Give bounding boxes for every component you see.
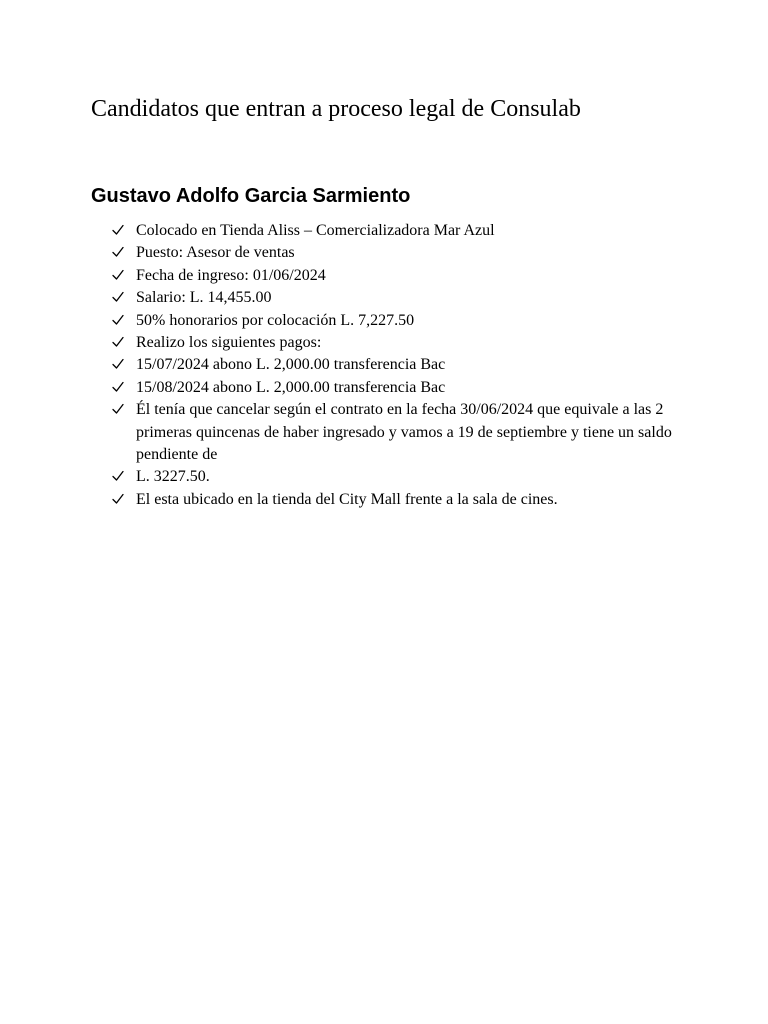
list-item [112, 220, 672, 242]
list-item-text: Puesto: Asesor de ventas [136, 244, 295, 262]
list-item-text: 15/08/2024 abono L. 2,000.00 transferencia Bac [136, 378, 446, 396]
list-item [112, 489, 672, 511]
list-item [112, 354, 672, 376]
checkmark-icon [112, 399, 126, 421]
checkmark-icon [112, 489, 126, 511]
list-item-text: 50% honorarios por colocación L. 7,227.50 [136, 311, 415, 329]
checkmark-icon [112, 466, 126, 488]
list-item-text: Él tenía que cancelar según el contrato en la fecha 30/06/2024 que equivale a las 2 primeras quincenas de haber ingresado y vamos a 19 de septiembre y tiene un saldo pendiente de [136, 401, 672, 464]
list-item [112, 242, 672, 264]
list-item [112, 399, 672, 466]
document-title: Candidatos que entran a proceso legal de Consulab [91, 96, 581, 122]
list-item-text: El esta ubicado en la tienda del City Mall frente a la sala de cines. [136, 490, 558, 508]
checkmark-icon [112, 287, 126, 309]
list-item-text: Colocado en Tienda Aliss – Comercializadora Mar Azul [136, 222, 495, 239]
checkmark-icon [112, 310, 126, 332]
list-item-text: L. 3227.50. [136, 468, 210, 486]
list-item-text: Salario: L. 14,455.00 [136, 289, 272, 307]
candidate-name: Gustavo Adolfo Garcia Sarmiento [91, 185, 411, 207]
list-item [112, 377, 672, 399]
checkmark-icon [112, 354, 126, 376]
list-item [112, 265, 672, 287]
list-item-text: Realizo los siguientes pagos: [136, 334, 322, 352]
checkmark-icon [112, 332, 126, 354]
list-item-text: Fecha de ingreso: 01/06/2024 [136, 266, 326, 284]
checkmark-icon [112, 242, 126, 264]
candidate-details-list [112, 220, 672, 511]
list-item [112, 466, 672, 488]
list-item [112, 332, 672, 354]
checkmark-icon [112, 265, 126, 287]
list-item [112, 310, 672, 332]
checkmark-icon [112, 220, 126, 242]
list-item [112, 287, 672, 309]
list-item-text: 15/07/2024 abono L. 2,000.00 transferencia Bac [136, 356, 446, 374]
checkmark-icon [112, 377, 126, 399]
